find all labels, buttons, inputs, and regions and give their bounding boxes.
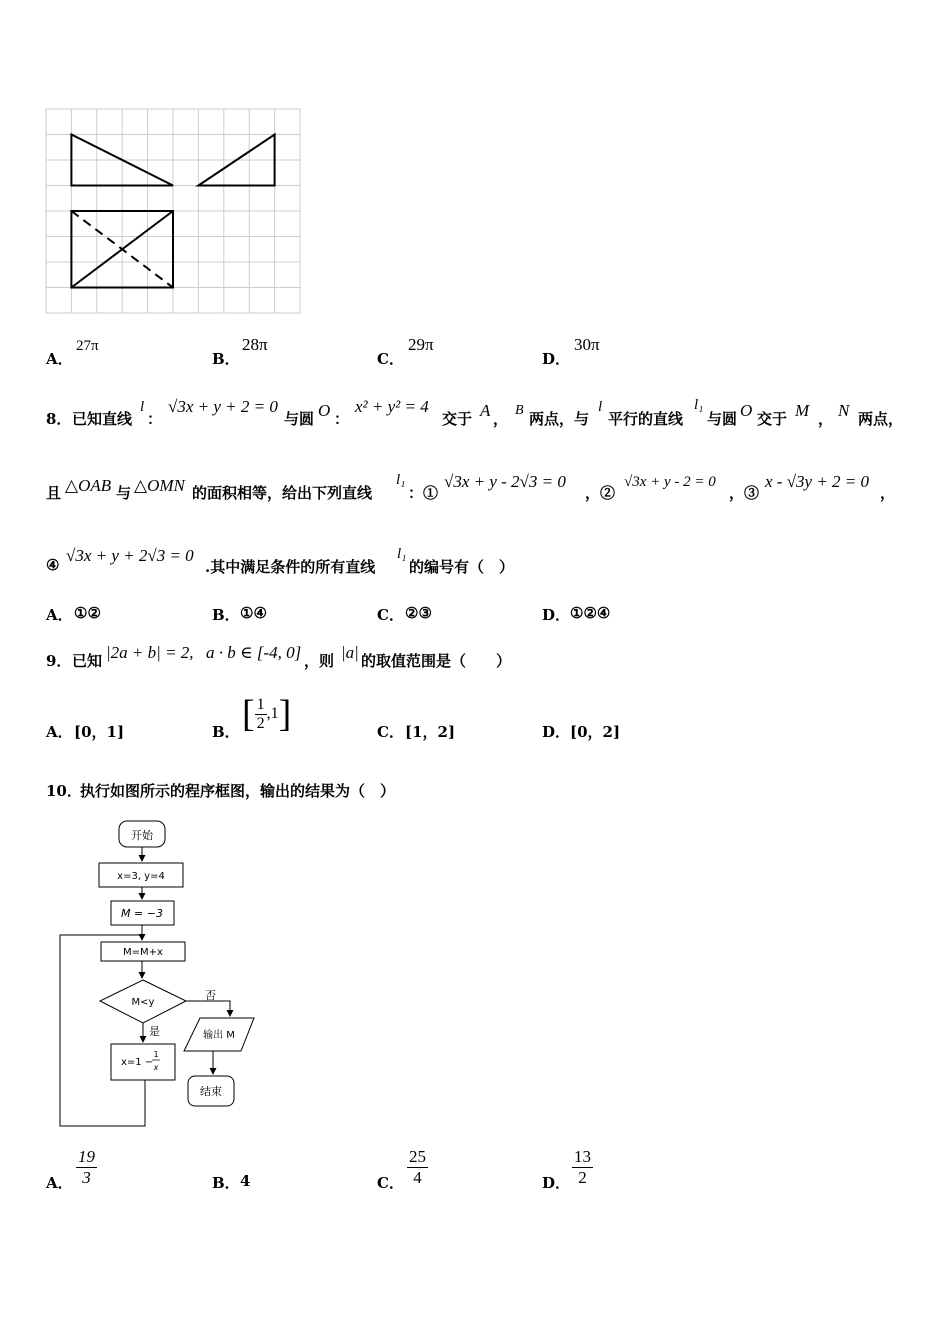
q9-text: 的取值范围是（ ）	[361, 652, 512, 670]
q10-option-c-den: 4	[413, 1168, 422, 1187]
q8-text: 交于	[442, 410, 473, 428]
q8-option-a-label: A．	[46, 606, 73, 624]
flow-x-update-den: x	[153, 1063, 159, 1072]
q8-var-l1: l₁	[396, 472, 406, 488]
q9-option-d-value: [0，2]	[570, 723, 621, 741]
q8-triangle-omn: △OMN	[134, 476, 185, 495]
q8-text: 交于	[757, 410, 788, 428]
q8-text: ：	[147, 410, 163, 428]
q10-option-a-den: 3	[82, 1168, 91, 1187]
q10-option-c-num: 25	[409, 1147, 426, 1166]
q8-var-l: l	[140, 399, 145, 415]
q8-option-a-value: ①②	[74, 604, 101, 622]
q8-number: 8．	[46, 410, 72, 428]
q8-text: ，	[880, 484, 896, 502]
flow-condition-label: M<y	[131, 997, 155, 1008]
q10-option-c-label: C．	[377, 1174, 404, 1192]
q7-option-b-value: 28π	[242, 335, 268, 354]
q8-text: 两点，	[858, 410, 904, 428]
q9-abs-a: |a|	[341, 643, 359, 662]
flow-m-update-label: M=M+x	[123, 947, 163, 958]
flow-yes-label: 是	[149, 1025, 160, 1038]
q8-var-a: A	[480, 401, 491, 420]
q8-text: .其中满足条件的所有直线	[205, 558, 376, 576]
q9-option-b-tail: ,1	[266, 705, 279, 722]
q8-text: ，③	[729, 484, 760, 502]
q8-text: 与圆	[284, 410, 315, 428]
flow-start-label: 开始	[131, 829, 153, 842]
q10-option-a-num: 19	[78, 1147, 95, 1166]
q8-option-b-label: B．	[212, 606, 240, 624]
q8-option-c-value: ②③	[405, 604, 432, 622]
q8-text: 已知直线	[72, 410, 133, 428]
q9-option-b-label: B．	[212, 723, 240, 741]
flow-init-label: x=3, y=4	[117, 871, 165, 882]
q8-var-n: N	[838, 401, 850, 420]
flow-m-init-label: M = −3	[121, 907, 163, 920]
q8-text: 平行的直线	[608, 410, 684, 428]
q9-option-b-fraction-num: 1	[256, 695, 265, 713]
q8-text: ：①	[408, 484, 439, 502]
q9-condition-norm: |2a + b| = 2,	[106, 643, 194, 662]
q7-option-a-label: A．	[46, 350, 73, 368]
q9-option-d-label: D．	[542, 723, 571, 741]
q9-option-c-value: [1，2]	[405, 723, 456, 741]
flow-x-update-num: 1	[153, 1050, 159, 1059]
q8-text: 的面积相等，给出下列直线	[192, 484, 373, 502]
q8-option-d-label: D．	[542, 606, 571, 624]
q9-option-b-fraction-den: 2	[256, 714, 265, 732]
q9-option-a-label: A．	[46, 723, 73, 741]
q8-text: ，	[493, 410, 509, 428]
q8-line-option-2: √3x + y - 2 = 0	[624, 474, 716, 490]
flow-no-label: 否	[205, 989, 216, 1002]
q8-var-o: O	[318, 401, 331, 420]
q8-line-option-4: √3x + y + 2√3 = 0	[66, 546, 194, 565]
q9-option-b-value: [ $\frac{1}{2}$ ,1 ]	[242, 693, 292, 735]
q8-text: 且	[46, 484, 62, 502]
q8-option-d-value: ①②④	[570, 604, 611, 622]
q10-option-b-label: B．	[212, 1174, 240, 1192]
q9-number: 9．	[46, 652, 72, 670]
q10-option-d-value	[572, 1147, 593, 1188]
q10-option-d-den: 2	[578, 1168, 587, 1187]
q8-text: 两点，与	[529, 410, 590, 428]
q8-circle-equation: x² + y² = 4	[355, 397, 429, 416]
q7-option-b-label: B．	[212, 350, 240, 368]
q8-option-c-label: C．	[377, 606, 404, 624]
q8-text: 与圆	[707, 410, 738, 428]
q9-option-a-value: [0，1]	[74, 723, 125, 741]
q10-option-d-label: D．	[542, 1174, 571, 1192]
q9-text: ，则	[304, 652, 335, 670]
q8-var-l: l	[598, 399, 603, 415]
q7-option-c-value: 29π	[408, 335, 434, 354]
q8-line-l-equation: √3x + y + 2 = 0	[168, 397, 278, 416]
q10-option-a-value	[76, 1147, 97, 1188]
q10-option-d-num: 13	[574, 1147, 591, 1166]
q8-text: ：	[334, 410, 350, 428]
q8-var-m: M	[795, 401, 810, 420]
q9-text: 已知	[72, 652, 103, 670]
q8-text: 的编号有（ ）	[409, 558, 515, 576]
q8-text: 与	[116, 484, 132, 502]
q8-var-l1: l₁	[694, 397, 704, 413]
q8-var-l1: l₁	[397, 546, 407, 562]
q8-text: ，②	[585, 484, 616, 502]
q7-option-a-value: 27π	[76, 338, 99, 354]
q8-text: ，	[818, 410, 834, 428]
q7-option-c-label: C．	[377, 350, 404, 368]
q8-triangle-oab: △OAB	[65, 476, 112, 495]
flow-x-update-label: x=1 −	[121, 1057, 154, 1068]
q8-line-option-3: x - √3y + 2 = 0	[765, 472, 870, 491]
q8-text: ④	[46, 556, 60, 574]
q10-number: 10．	[46, 782, 82, 800]
flow-end-label: 结束	[200, 1085, 222, 1098]
q7-option-d-label: D．	[542, 350, 571, 368]
q9-option-c-label: C．	[377, 723, 404, 741]
q10-option-b-value: 4	[240, 1172, 251, 1190]
q8-var-o: O	[740, 401, 753, 420]
flowchart	[55, 815, 265, 1135]
q7-option-d-value: 30π	[574, 335, 600, 354]
three-view-figure	[45, 108, 303, 316]
q10-option-a-label: A．	[46, 1174, 73, 1192]
q10-text: 执行如图所示的程序框图，输出的结果为（ ）	[80, 782, 396, 800]
flow-output-label: 输出 M	[203, 1030, 235, 1041]
q9-condition-dot: a · b ∈ [-4, 0]	[206, 643, 302, 662]
q8-var-b: B	[515, 403, 524, 418]
q10-option-c-value	[407, 1147, 428, 1188]
q8-option-b-value: ①④	[240, 604, 267, 622]
q8-line-option-1: √3x + y - 2√3 = 0	[444, 472, 566, 491]
